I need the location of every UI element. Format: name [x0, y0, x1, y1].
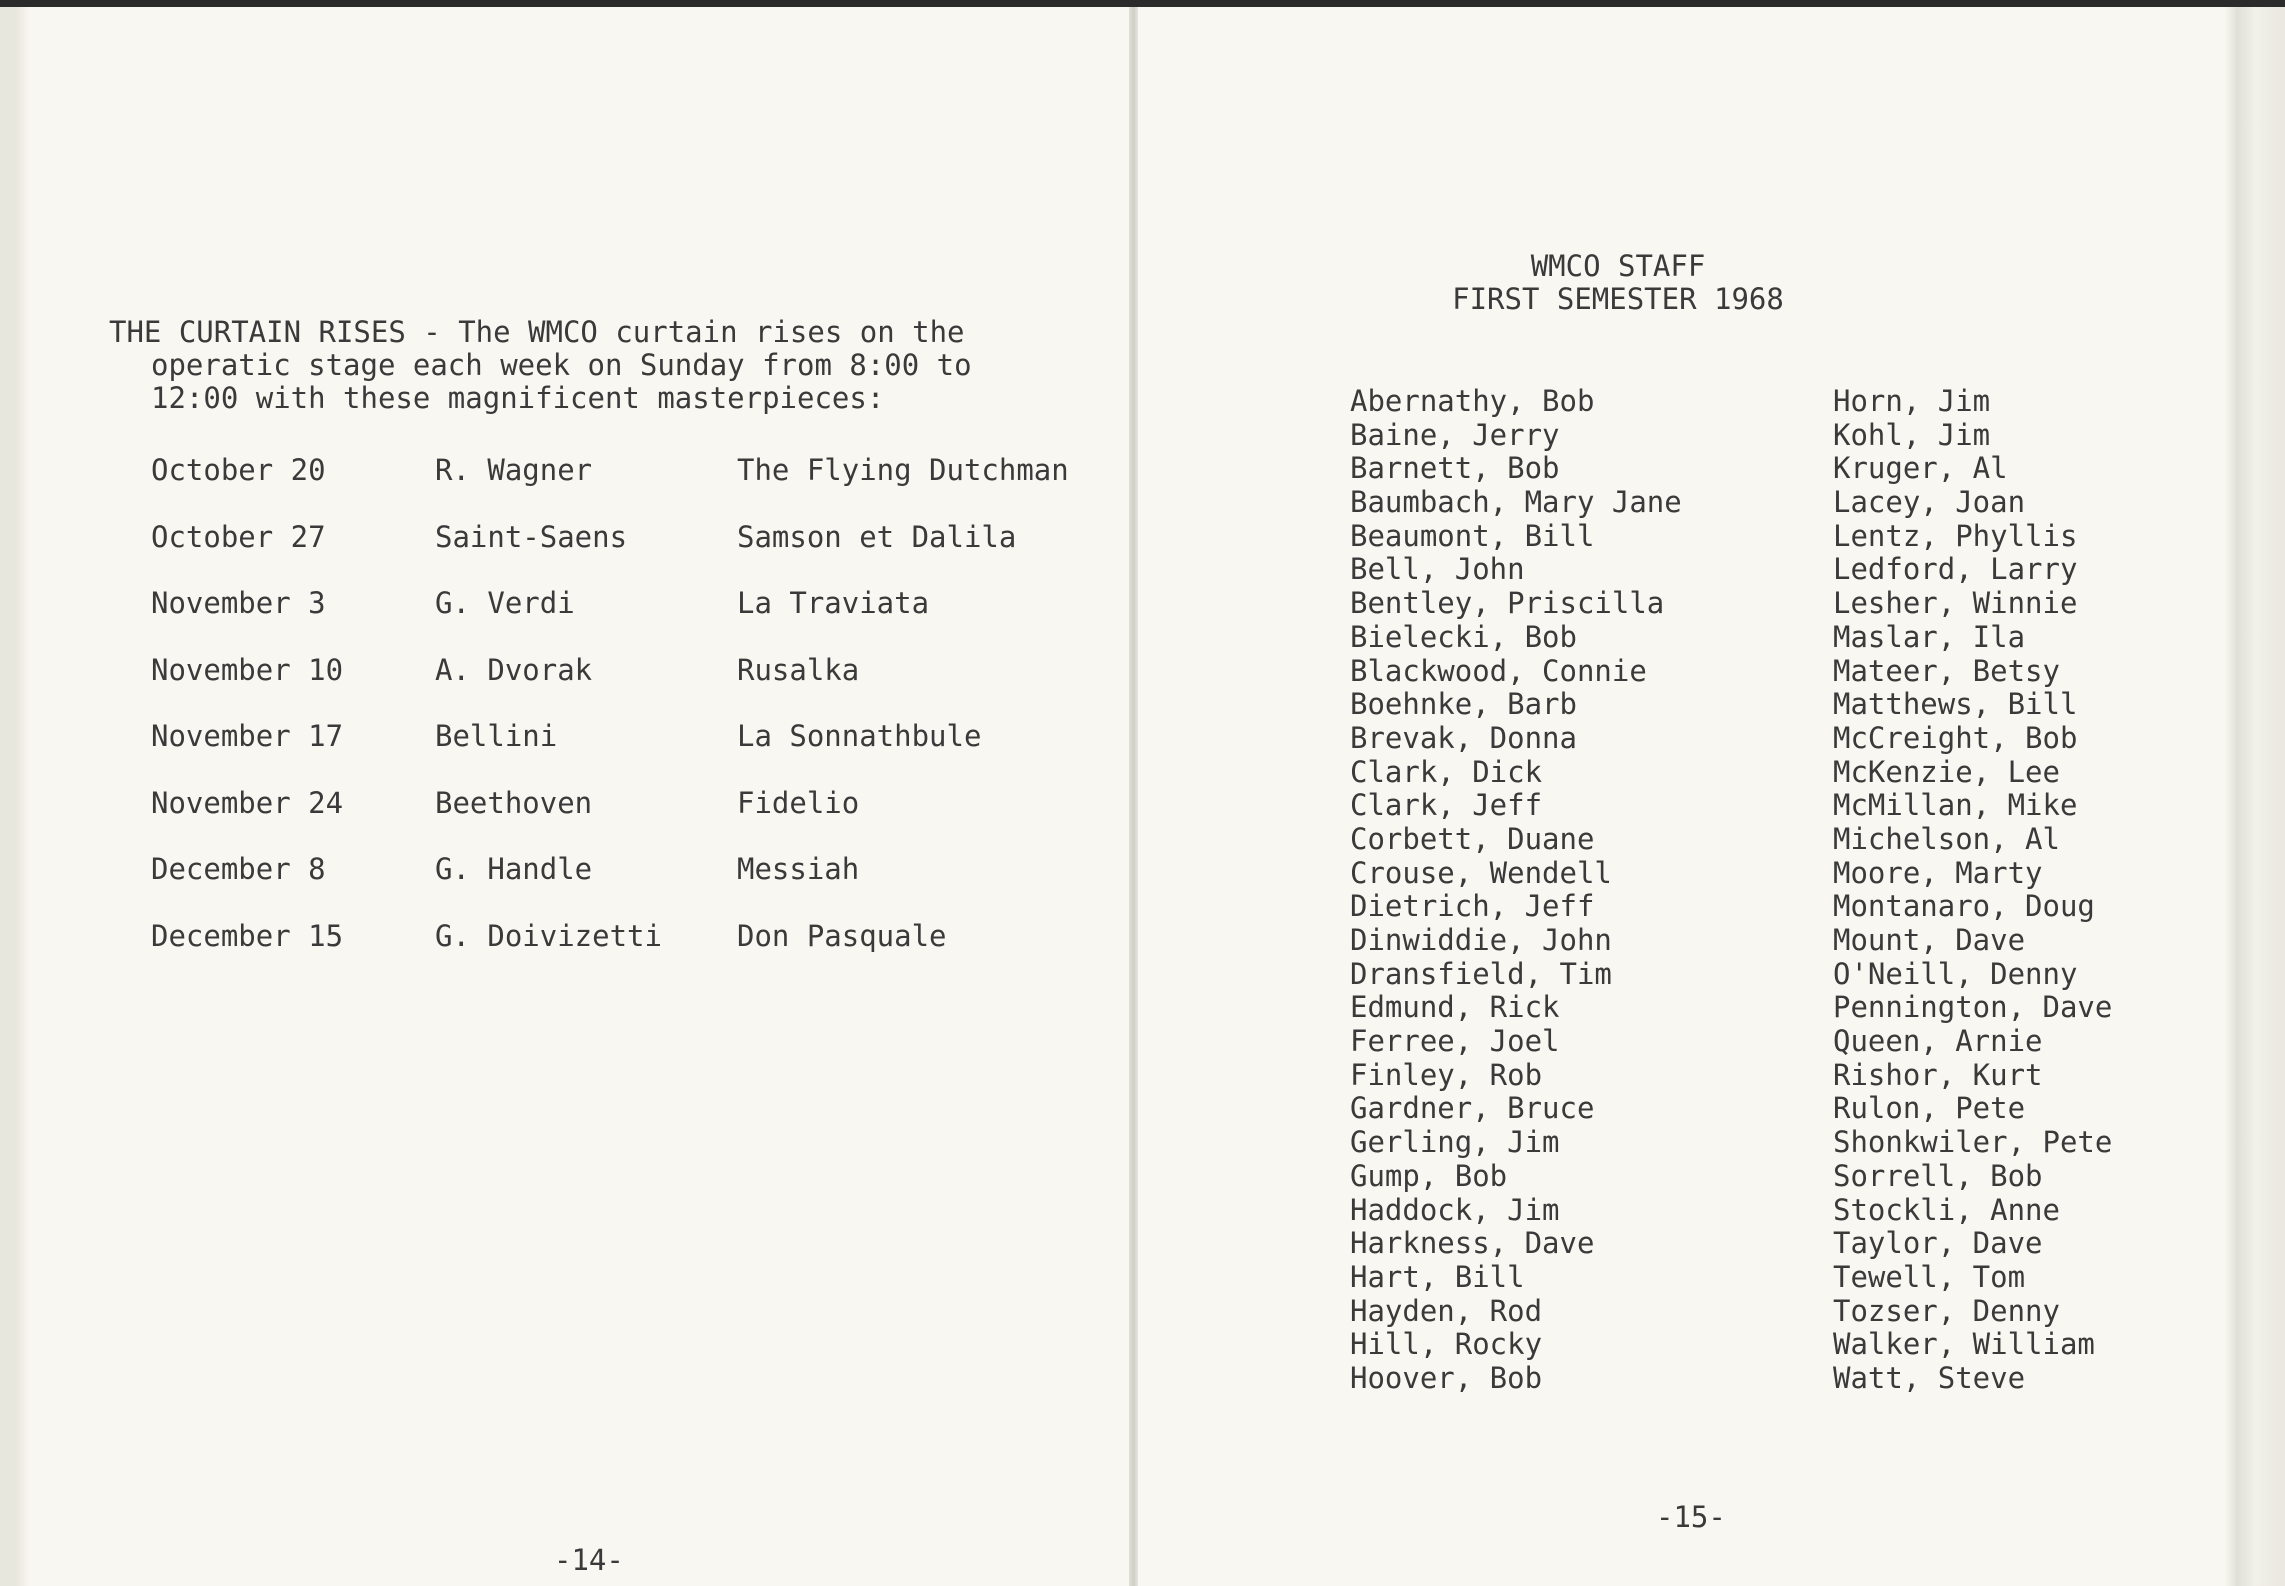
schedule-date: December 15	[151, 918, 344, 953]
staff-name: Harkness, Dave	[1350, 1226, 1595, 1261]
staff-heading	[1069, 250, 2167, 316]
schedule-composer: G. Verdi	[435, 586, 575, 620]
staff-name: Dietrich, Jeff	[1350, 889, 1595, 924]
schedule-date: November 10	[151, 652, 344, 687]
staff-name: Sorrell, Bob	[1833, 1158, 2043, 1193]
intro-line: THE CURTAIN RISES - The WMCO curtain rises on the	[109, 315, 965, 349]
staff-name: Lacey, Joan	[1833, 485, 2026, 520]
staff-name: Bielecki, Bob	[1350, 619, 1577, 654]
schedule-date: October 27	[151, 519, 326, 554]
schedule-date: November 24	[151, 785, 344, 820]
staff-name: Watt, Steve	[1833, 1360, 2026, 1395]
schedule-composer: Beethoven	[435, 785, 593, 820]
intro-line: 12:00 with these magnificent masterpieces:	[151, 381, 885, 415]
staff-heading-subtitle: FIRST SEMESTER 1968	[1452, 282, 1784, 316]
schedule-title: Rusalka	[737, 652, 860, 687]
staff-name: Hart, Bill	[1350, 1259, 1525, 1294]
schedule-title: La Sonnathbule	[737, 719, 982, 753]
staff-name: Clark, Dick	[1350, 754, 1543, 789]
staff-name: Mateer, Betsy	[1833, 653, 2060, 688]
schedule-title: Fidelio	[737, 785, 860, 820]
staff-name: Pennington, Dave	[1833, 990, 2113, 1025]
staff-name: Abernathy, Bob	[1350, 384, 1595, 418]
staff-name: McKenzie, Lee	[1833, 754, 2060, 789]
staff-name: O'Neill, Denny	[1833, 956, 2078, 991]
staff-name: Brevak, Donna	[1350, 720, 1577, 755]
staff-name: Ferree, Joel	[1350, 1024, 1560, 1059]
staff-name: Kohl, Jim	[1833, 417, 1991, 452]
staff-name: Taylor, Dave	[1833, 1226, 2043, 1261]
staff-column-1	[1350, 385, 1682, 1396]
staff-name: Hill, Rocky	[1350, 1327, 1543, 1362]
schedule-date: December 8	[151, 852, 326, 886]
staff-name: Michelson, Al	[1833, 821, 2060, 856]
staff-name: Lentz, Phyllis	[1833, 518, 2078, 553]
staff-name: Bentley, Priscilla	[1350, 586, 1665, 621]
schedule-date: November 3	[151, 586, 326, 620]
schedule-title: Don Pasquale	[737, 918, 947, 953]
page-number: -14-	[554, 1543, 624, 1577]
staff-name: Walker, William	[1833, 1327, 2095, 1362]
schedule-composer: Bellini	[435, 719, 558, 753]
staff-name: Lesher, Winnie	[1833, 586, 2078, 621]
staff-name: McMillan, Mike	[1833, 788, 2078, 823]
staff-name: Corbett, Duane	[1350, 821, 1595, 856]
staff-name: Haddock, Jim	[1350, 1192, 1560, 1227]
schedule-composer: G. Doivizetti	[435, 918, 662, 953]
staff-name: Moore, Marty	[1833, 855, 2043, 890]
staff-name: Horn, Jim	[1833, 384, 1991, 418]
schedule-composer: A. Dvorak	[435, 652, 593, 687]
staff-name: Baumbach, Mary Jane	[1350, 485, 1682, 520]
schedule-composer: G. Handle	[435, 852, 593, 886]
staff-name: Gerling, Jim	[1350, 1125, 1560, 1160]
staff-name: Matthews, Bill	[1833, 687, 2078, 722]
staff-name: Barnett, Bob	[1350, 451, 1560, 486]
staff-column-2	[1833, 385, 2112, 1396]
staff-name: Bell, John	[1350, 552, 1525, 587]
staff-name: Stockli, Anne	[1833, 1192, 2060, 1227]
staff-name: Beaumont, Bill	[1350, 518, 1595, 553]
left-page-edge	[0, 7, 14, 1586]
curtain-rises-intro	[109, 316, 972, 415]
staff-name: Maslar, Ila	[1833, 619, 2026, 654]
schedule-title: Samson et Dalila	[737, 519, 1017, 554]
staff-heading-title: WMCO STAFF	[1530, 249, 1706, 283]
staff-name: Rishor, Kurt	[1833, 1057, 2043, 1092]
staff-name: Clark, Jeff	[1350, 788, 1543, 823]
staff-name: Baine, Jerry	[1350, 417, 1560, 452]
binding-edge	[0, 0, 2285, 7]
staff-name: Tewell, Tom	[1833, 1259, 2026, 1294]
schedule-date: November 17	[151, 719, 344, 753]
staff-name: Gump, Bob	[1350, 1158, 1508, 1193]
staff-name: Hoover, Bob	[1350, 1360, 1543, 1395]
staff-name: Queen, Arnie	[1833, 1024, 2043, 1059]
staff-name: Tozser, Denny	[1833, 1293, 2060, 1328]
staff-name: Hayden, Rod	[1350, 1293, 1543, 1328]
schedule-date: October 20	[151, 453, 326, 487]
schedule-title: The Flying Dutchman	[737, 453, 1069, 487]
staff-name: Dinwiddie, John	[1350, 923, 1612, 957]
staff-name: Dransfield, Tim	[1350, 956, 1612, 991]
staff-name: Mount, Dave	[1833, 923, 2026, 957]
center-gutter	[1129, 7, 1138, 1586]
intro-line: operatic stage each week on Sunday from 8:00 to	[151, 348, 972, 382]
staff-name: Ledford, Larry	[1833, 552, 2078, 587]
staff-name: Shonkwiler, Pete	[1833, 1125, 2113, 1160]
staff-name: Gardner, Bruce	[1350, 1091, 1595, 1126]
staff-name: Edmund, Rick	[1350, 990, 1560, 1025]
schedule-composer: R. Wagner	[435, 453, 593, 487]
staff-name: McCreight, Bob	[1833, 720, 2078, 755]
schedule-composer: Saint-Saens	[435, 519, 628, 554]
staff-name: Crouse, Wendell	[1350, 855, 1612, 890]
page-number: -15-	[1656, 1500, 1726, 1534]
schedule-title: Messiah	[737, 852, 860, 886]
schedule-title: La Traviata	[737, 586, 930, 620]
staff-name: Kruger, Al	[1833, 451, 2008, 486]
staff-name: Rulon, Pete	[1833, 1091, 2026, 1126]
staff-name: Finley, Rob	[1350, 1057, 1543, 1092]
staff-name: Boehnke, Barb	[1350, 687, 1577, 722]
staff-name: Montanaro, Doug	[1833, 889, 2095, 924]
right-page-edge	[2236, 7, 2285, 1586]
page-14	[14, 7, 1129, 1586]
staff-name: Blackwood, Connie	[1350, 653, 1647, 688]
